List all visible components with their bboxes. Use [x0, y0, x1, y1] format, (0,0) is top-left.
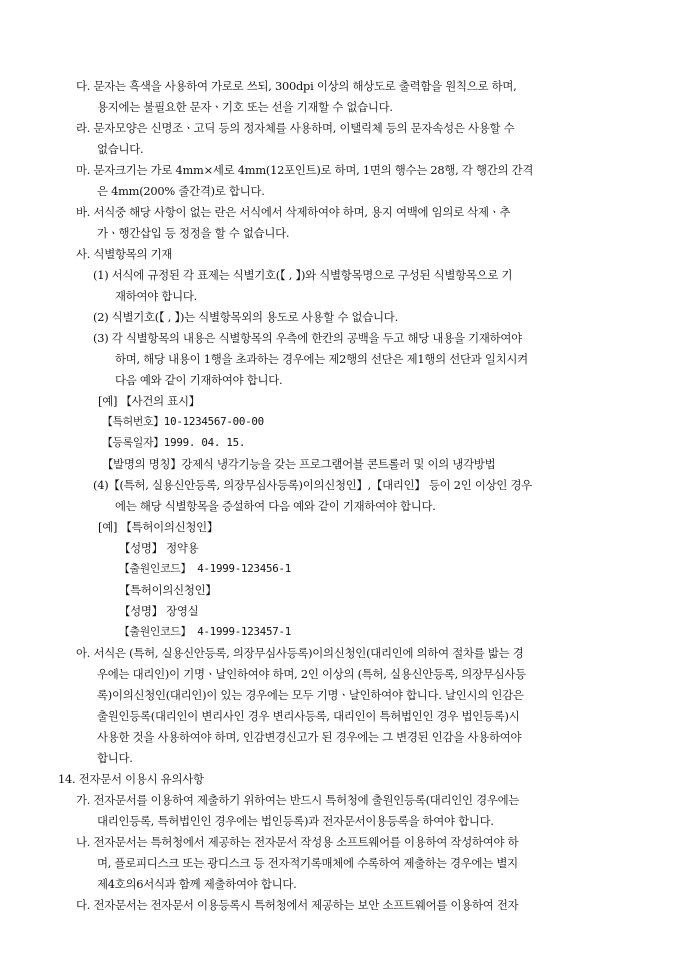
- example-2-name-1: 【성명】 정약용: [119, 541, 199, 555]
- example-2-heading: [예] 【특허이의신청인】: [98, 520, 219, 534]
- example-1-invention-title: 【발명의 명칭】강제식 냉각기능을 갖는 프로그램어블 콘트롤러 및 이의 냉각방법: [102, 457, 496, 471]
- item-da-line-2: 용지에는 불필요한 문자ㆍ기호 또는 선을 기재할 수 없습니다.: [97, 100, 393, 114]
- s14-ga-line-2: 대리인등록, 특허법인인 경우에는 법인등록)과 전자문서이용등록을 하여야 합니다.: [97, 814, 494, 828]
- sa-sub-4-line-2: 에는 해당 식별항목을 증설하여 다음 예와 같이 기재하여야 합니다.: [115, 499, 436, 513]
- sa-sub-4-line-1: (4)【(특허, 실용신안등록, 의장무심사등록)이의신청인】,【대리인】 등이 2인 이상인 경우: [93, 478, 533, 492]
- s14-ga-line-1: 가. 전자문서를 이용하여 제출하기 위하여는 반드시 특허청에 출원인등록(대리인인 경우에는: [76, 793, 520, 807]
- example-2-name-2: 【성명】 장영실: [119, 604, 199, 618]
- sa-sub-3-line-3: 다음 예와 같이 기재하여야 합니다.: [115, 373, 283, 387]
- sa-sub-1-line-2: 재하여야 합니다.: [115, 289, 198, 303]
- sa-sub-1-line-1: (1) 서식에 규정된 각 표제는 식별기호(【 , 】)와 식별항목명으로 구성된 식별항목으로 기: [93, 268, 513, 282]
- example-2-code-1: 【출원인코드】 4-1999-123456-1: [119, 562, 291, 575]
- s14-na-line-1: 나. 전자문서는 특허청에서 제공하는 전자문서 작성용 소프트웨어를 이용하여 작성하여야 하: [76, 835, 519, 849]
- item-ba-line-2: 가ㆍ행간삽입 등 정정을 할 수 없습니다.: [97, 226, 290, 240]
- example-1-patent-number: 【특허번호】10-1234567-00-00: [102, 415, 264, 428]
- item-aa-line-5: 사용한 것을 사용하여야 하며, 인감변경신고가 된 경우에는 그 변경된 인감을 사용하여야: [97, 730, 522, 744]
- item-aa-line-6: 합니다.: [97, 751, 133, 765]
- item-da-line-1: 다. 문자는 흑색을 사용하여 가로로 쓰되, 300dpi 이상의 해상도로 출력함을 원칙으로 하며,: [76, 79, 517, 93]
- item-sa-title: 사. 식별항목의 기재: [76, 247, 173, 261]
- item-aa-line-3: 록)이의신청인(대리인)이 있는 경우에는 모두 기명ㆍ날인하여야 합니다. 날인시의 인감은: [97, 688, 524, 702]
- item-ra-line-1: 라. 문자모양은 신명조ㆍ고딕 등의 정자체를 사용하며, 이탤릭체 등의 문자속성은 사용할 수: [76, 121, 515, 135]
- s14-da-line-1: 다. 전자문서는 전자문서 이용등록시 특허청에서 제공하는 보안 소프트웨어를 이용하여 전자: [76, 898, 519, 912]
- item-aa-line-2: 우에는 대리인)이 기명ㆍ날인하여야 하며, 2인 이상의 (특허, 실용신안등록, 의장무심사등: [97, 667, 526, 681]
- item-ra-line-2: 없습니다.: [97, 142, 144, 156]
- item-ba-line-1: 바. 서식중 해당 사항이 없는 란은 서식에서 삭제하여야 하며, 용지 여백에 임의로 삭제ㆍ추: [76, 205, 511, 219]
- item-ma-line-1: 마. 문자크기는 가로 4mm×세로 4mm(12포인트)로 하며, 1면의 행수는 28행, 각 행간의 간격: [76, 163, 534, 177]
- s14-na-line-3: 제4호의6서식과 함께 제출하여야 합니다.: [97, 877, 297, 891]
- sa-sub-3-line-1: (3) 각 식별항목의 내용은 식별항목의 우측에 한칸의 공백을 두고 해당 내용을 기재하여야: [93, 331, 522, 345]
- item-aa-line-4: 출원인등록(대리인이 변리사인 경우 변리사등록, 대리인이 특허법인인 경우 법인등록)시: [97, 709, 520, 723]
- sa-sub-3-line-2: 하며, 해당 내용이 1행을 초과하는 경우에는 제2행의 선단은 제1행의 선단과 일치시켜: [115, 352, 528, 366]
- example-2-code-2: 【출원인코드】 4-1999-123457-1: [119, 625, 291, 638]
- example-2-applicant-2: 【특허이의신청인】: [119, 583, 217, 597]
- sa-sub-2: (2) 식별기호(【 , 】)는 식별항목외의 용도로 사용할 수 없습니다.: [93, 310, 398, 324]
- item-aa-line-1: 아. 서식은 (특허, 실용신안등록, 의장무심사등록)이의신청인(대리인에 의하여 절차를 밟는 경: [76, 646, 524, 660]
- example-1-heading: [예] 【사건의 표시】: [98, 394, 200, 408]
- section-14-title: 14. 전자문서 이용시 유의사항: [58, 772, 204, 786]
- item-ma-line-2: 은 4mm(200% 줄간격)로 합니다.: [97, 184, 265, 198]
- example-1-registration-date: 【등록일자】1999. 04. 15.: [102, 436, 246, 449]
- s14-na-line-2: 며, 플로피디스크 또는 광디스크 등 전자적기록매체에 수록하여 제출하는 경우에는 별지: [97, 856, 518, 870]
